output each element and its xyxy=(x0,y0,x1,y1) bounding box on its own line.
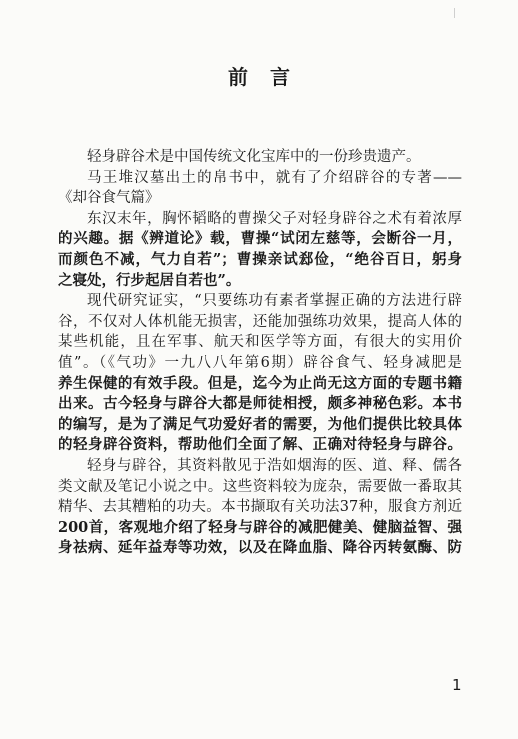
page-number: 1 xyxy=(452,676,461,694)
text-line: 的兴趣。据《辨道论》载，曹操“试闭左慈等，会断谷一月， xyxy=(58,230,462,248)
text-line: 身祛病、延年益寿等功效，以及在降血脂、降谷丙转氨酶、防 xyxy=(58,539,462,557)
text-line: 《却谷食气篇》 xyxy=(58,190,160,207)
text-line: 现代研究证实，“只要练功有素者掌握正确的方法进行辟 xyxy=(87,293,462,310)
text-line: 某些机能，且在军事、航天和医学等方面，有很大的实用价 xyxy=(58,334,462,351)
text-line: 200首，客观地介绍了轻身与辟谷的减肥健美、健脑益智、强 xyxy=(58,518,462,536)
text-line: 类文献及笔记小说之中。这些资料较为庞杂，需要做一番取其 xyxy=(58,478,462,495)
text-line: 之寝处，行步起居自若也”。 xyxy=(58,271,241,289)
text-line: 精华、去其糟粕的功夫。本书撷取有关功法37种，服食方剂近 xyxy=(58,499,462,516)
text-line: 轻身辟谷术是中国传统文化宝库中的一份珍贵遗产。 xyxy=(87,149,421,165)
text-line: 东汉末年，胸怀韬略的曹操父子对轻身辟谷之术有着浓厚 xyxy=(87,210,462,227)
text-line: 谷，不仅对人体机能无损害，还能加强练功效果，提高人体的 xyxy=(58,313,462,330)
text-line: 的轻身辟谷资料，帮助他们全面了解、正确对待轻身与辟谷。 xyxy=(58,436,462,454)
text-line: 轻身与辟谷，其资料散见于浩如烟海的医、道、释、儒各 xyxy=(87,457,462,474)
preface-body xyxy=(58,147,462,559)
text-line: 出来。古今轻身与辟谷大都是师徒相授，颇多神秘色彩。本书 xyxy=(58,395,462,413)
scan-mark xyxy=(454,8,455,18)
text-line: 养生保健的有效手段。但是，迄今为止尚无这方面的专题书籍 xyxy=(58,374,462,392)
text-line: 的编写，是为了满足气功爱好者的需要，为他们提供比较具体 xyxy=(58,415,462,433)
text-line: 而颜色不减，气力自若”；曹操亲试郄俭，“绝谷百日，躬身 xyxy=(58,250,462,268)
text-line: 值”。（《气功》一九八八年第6期）辟谷食气、轻身减肥是 xyxy=(58,354,462,371)
text-line: 马王堆汉墓出土的帛书中，就有了介绍辟谷的专著—— xyxy=(87,169,462,186)
page-title: 前言 xyxy=(228,65,312,89)
